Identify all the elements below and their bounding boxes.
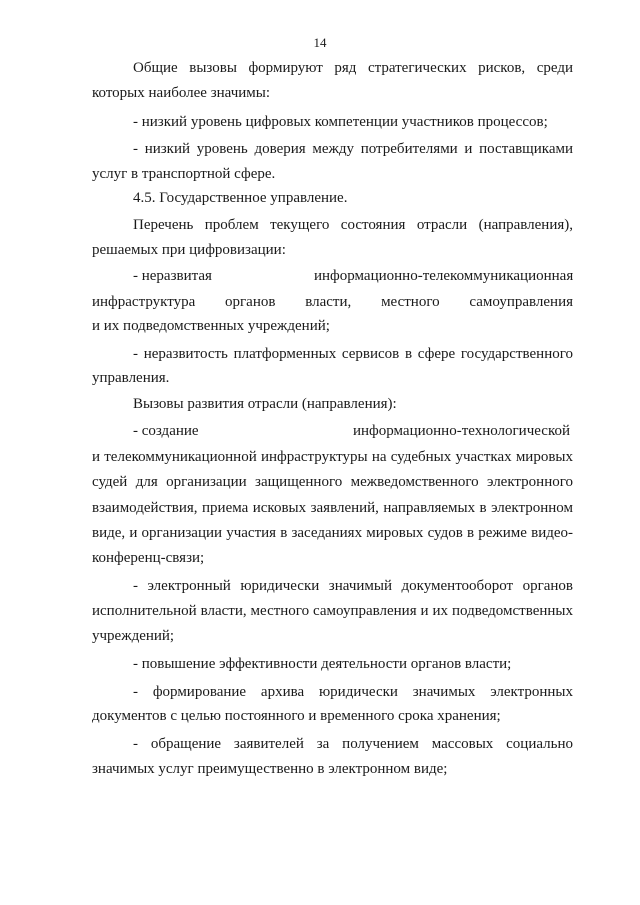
challenge-3: - повышение эффективности деятельности органов власти; — [133, 656, 512, 672]
challenge-1-line-4: взаимодействия, приема исковых заявлений, направляемых в электронном — [92, 500, 573, 516]
challenges-heading: Вызовы развития отрасли (направления): — [133, 396, 397, 412]
problem-2-line-1: - неразвитость платформенных сервисов в сфере государственного — [133, 346, 573, 362]
problems-intro-line-2: решаемых при цифровизации: — [92, 242, 286, 258]
problem-1-end: информационно-телекоммуникационная — [314, 268, 574, 284]
challenge-1-start: - создание — [133, 423, 199, 439]
risk-item-1: - низкий уровень цифровых компетенции участников процессов; — [133, 114, 548, 130]
challenge-1-line-3: судей для организации защищенного межведомственного электронного — [92, 474, 573, 490]
challenge-4-line-1: - формирование архива юридически значимых электронных — [133, 684, 573, 700]
challenge-2-line-3: учреждений; — [92, 628, 175, 644]
risk-item-2-line-2: услуг в транспортной сфере. — [92, 166, 276, 182]
problem-1-start: - неразвитая — [133, 268, 212, 284]
challenge-1-line-5: виде, и организации участия в заседаниях мировых судов в режиме видео- — [92, 525, 573, 541]
challenge-1-line-2: и телекоммуникационной инфраструктуры на судебных участках мировых — [92, 449, 573, 465]
problems-intro-line-1: Перечень проблем текущего состояния отрасли (направления), — [133, 217, 573, 233]
problem-2-line-2: управления. — [92, 370, 170, 386]
challenge-5-line-1: - обращение заявителей за получением массовых социально — [133, 736, 573, 752]
section-heading: 4.5. Государственное управление. — [133, 190, 348, 206]
challenge-1-line-6: конференц-связи; — [92, 550, 205, 566]
challenge-2-line-2: исполнительной власти, местного самоуправления и их подведомственных — [92, 603, 573, 619]
challenge-2-line-1: - электронный юридически значимый документооборот органов — [133, 578, 573, 594]
challenge-1-end: информационно-технологической — [353, 423, 570, 439]
risks-intro-line-2: которых наиболее значимы: — [92, 85, 271, 101]
challenge-4-line-2: документов с целью постоянного и временного срока хранения; — [92, 708, 501, 724]
problem-1-line-2: инфраструктура органов власти, местного самоуправления — [92, 294, 573, 310]
problem-1-line-3: и их подведомственных учреждений; — [92, 318, 330, 334]
risk-item-2-line-1: - низкий уровень доверия между потребителями и поставщиками — [133, 141, 573, 157]
challenge-5-line-2: значимых услуг преимущественно в электронном виде; — [92, 761, 448, 777]
risks-intro-line-1: Общие вызовы формируют ряд стратегических рисков, среди — [133, 60, 573, 76]
page-number: 14 — [313, 35, 327, 50]
